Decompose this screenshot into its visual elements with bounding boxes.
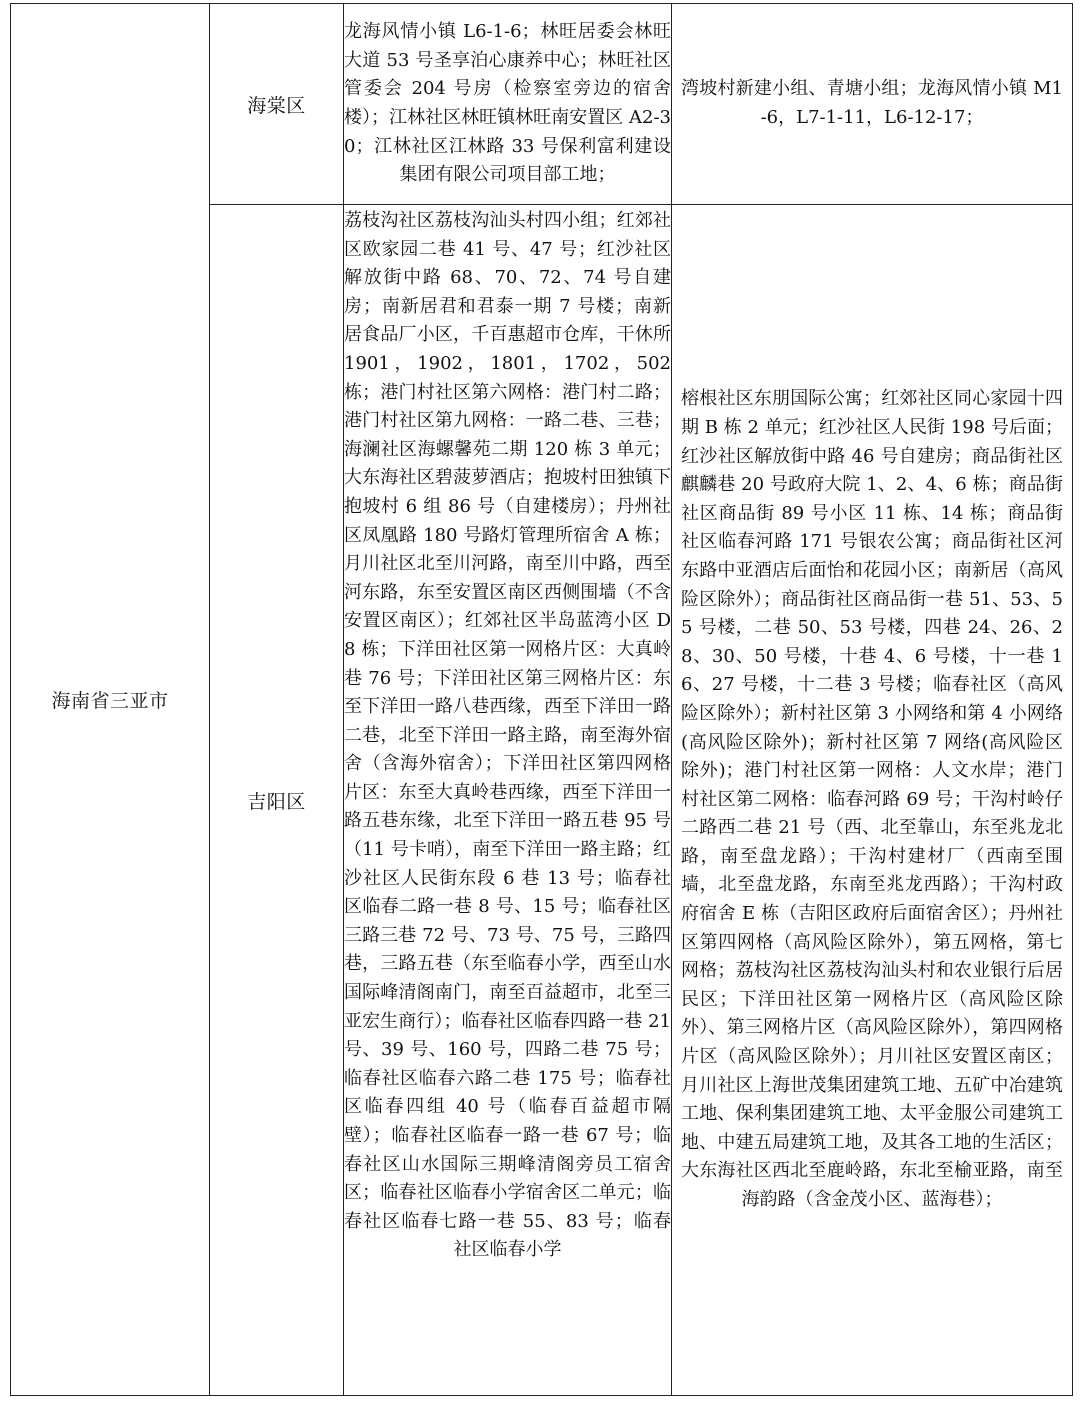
district-label: 海棠区 — [247, 94, 306, 117]
medium-risk-cell: 龙海风情小镇 L6-1-6；林旺居委会林旺大道 53 号圣享泊心康养中心；林旺社区管委会 204 号房（检察室旁边的宿舍楼）；江林社区林旺镇林旺南安置区 A2-30；江林社区江林路 33 号保利富利建设集团有限公司项目部工地； — [344, 4, 672, 205]
district-cell — [210, 4, 344, 205]
district-cell — [210, 205, 344, 1396]
low-risk-cell: 榕根社区东朋国际公寓；红郊社区同心家园十四期 B 栋 2 单元；红沙社区人民街 198 号后面；红沙社区解放街中路 46 号自建房；商品街社区麒麟巷 20 号政府大院 1、2、4、6 栋；商品街社区商品街 89 号小区 11 栋、14 栋；商品街社区临春河路 171 号银农公寓；商品街社区河东路中亚酒店后面怡和花园小区；南新居（高风险区除外）；商品街社区商品街一巷 51、53、55 号楼，二巷 50、53 号楼，四巷 24、26、28、30、50 号楼，十巷 4、6 号楼，十一巷 16、27 号楼，十二巷 3 号楼；临春社区（高风险区除外）；新村社区第 3 小网络和第 4 小网络(高风险区除外)；新村社区第 7 网络(高风险区除外)；港门村社区第一网格：人文水岸；港门村社区第二网格：临春河路 69 号；干沟村岭仔二路西二巷 21 号（西、北至靠山，东至兆龙北路，南至盘龙路）；干沟村建材厂（西南至围墙，北至盘龙路，东南至兆龙西路）；干沟村政府宿舍 E 栋（吉阳区政府后面宿舍区）；丹州社区第四网格（高风险区除外），第五网格，第七网格；荔枝沟社区荔枝沟汕头村和农业银行后居民区；下洋田社区第一网格片区（高风险区除外）、第三网格片区（高风险区除外），第四网格片区（高风险区除外）；月川社区安置区南区；月川社区上海世茂集团建筑工地、五矿中冶建筑工地、保利集团建筑工地、太平金服公司建筑工地、中建五局建筑工地，及其各工地的生活区；大东海社区西北至鹿岭路，东北至榆亚路，南至海韵路（含金茂小区、蓝海巷）； — [672, 205, 1073, 1396]
risk-area-table — [10, 3, 1073, 1396]
province-label: 海南省三亚市 — [51, 690, 169, 712]
table-row — [11, 4, 1073, 205]
medium-risk-cell: 荔枝沟社区荔枝沟汕头村四小组；红郊社区欧家园二巷 41 号、47 号；红沙社区解放街中路 68、70、72、74 号自建房；南新居君和君泰一期 7 号楼；南新居食品厂小区，千百惠超市仓库，干休所 1901，1902，1801，1702，502 栋；港门村社区第六网格：港门村二路；港门村社区第九网格：一路二巷、三巷；海澜社区海螺馨苑二期 120 栋 3 单元；大东海社区碧菠萝酒店；抱坡村田独镇下抱坡村 6 组 86 号（自建楼房）；丹州社区凤凰路 180 号路灯管理所宿舍 A 栋；月川社区北至川河路，南至川中路，西至河东路，东至安置区南区西侧围墙（不含安置区南区）；红郊社区半岛蓝湾小区 D8 栋；下洋田社区第一网格片区：大真岭巷 76 号；下洋田社区第三网格片区：东至下洋田一路八巷西缘，西至下洋田一路二巷，北至下洋田一路主路，南至海外宿舍（含海外宿舍）；下洋田社区第四网格片区：东至大真岭巷西缘，西至下洋田一路五巷东缘，北至下洋田一路五巷 95 号（11 号卡哨），南至下洋田一路主路；红沙社区人民街东段 6 巷 13 号；临春社区临春二路一巷 8 号、15 号；临春社区三路三巷 72 号、73 号、75 号，三路四巷，三路五巷（东至临春小学，西至山水国际峰清阁南门，南至百益超市，北至三亚宏生商行）；临春社区临春四路一巷 21 号、39 号、160 号，四路二巷 75 号；临春社区临春六路二巷 175 号；临春社区临春四组 40 号（临春百益超市隔壁）；临春社区临春一路一巷 67 号；临春社区山水国际三期峰清阁旁员工宿舍区；临春社区临春小学宿舍区二单元；临春社区临春七路一巷 55、83 号；临春社区临春小学 — [344, 205, 672, 1396]
province-cell — [11, 4, 210, 1396]
low-risk-cell: 湾坡村新建小组、青塘小组；龙海风情小镇 M1-6，L7-1-11，L6-12-17； — [672, 4, 1073, 205]
district-label: 吉阳区 — [247, 790, 306, 813]
